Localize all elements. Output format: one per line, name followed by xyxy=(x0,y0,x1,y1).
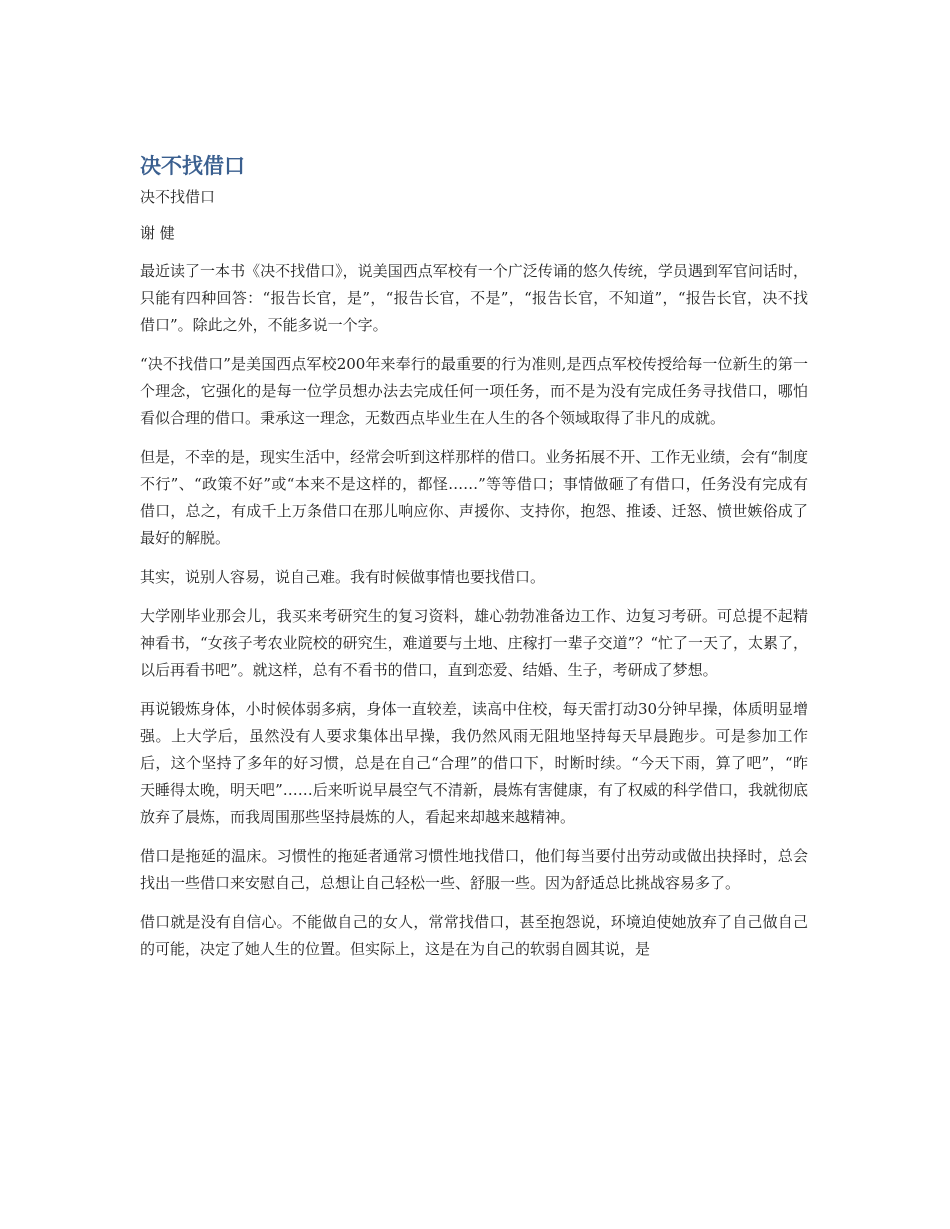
paragraph: 其实，说别人容易，说自己难。我有时候做事情也要找借口。 xyxy=(140,568,546,586)
paragraph: 但是，不幸的是，现实生活中，经常会听到这样那样的借口。业务拓展不开、工作无业绩，会有“制度不行”、“政策不好”或“本来不是这样的，都怪……”等等借口；事情做砸了有借口，任务没有完成有借口，总之，有成千上万条借口在那儿响应你、声援你、支持你，抱怨、推诿、迁怒、愤世嫉俗成了最好的解脱。 xyxy=(140,448,808,547)
document-subtitle: 决不找借口 xyxy=(140,188,216,206)
document-author: 谢 健 xyxy=(140,224,175,242)
paragraph: 最近读了一本书《决不找借口》，说美国西点军校有一个广泛传诵的悠久传统，学员遇到军官问话时，只能有四种回答：“报告长官，是”，“报告长官，不是”，“报告长官，不知道”，“报告长官，决不找借口”。除此之外，不能多说一个字。 xyxy=(140,262,808,334)
paragraph: 借口就是没有自信心。不能做自己的女人，常常找借口，甚至抱怨说，环境迫使她放弃了自己做自己的可能，决定了她人生的位置。但实际上，这是在为自己的软弱自圆其说，是 xyxy=(140,913,808,958)
paragraph: 大学刚毕业那会儿，我买来考研究生的复习资料，雄心勃勃准备边工作、边复习考研。可总提不起精神看书，“女孩子考农业院校的研究生，难道要与土地、庄稼打一辈子交道”？“忙了一天了，太累了，以后再看书吧”。就这样，总有不看书的借口，直到恋爱、结婚、生子，考研成了梦想。 xyxy=(140,607,809,679)
paragraph: “决不找借口”是美国西点军校200年来奉行的最重要的行为准则,是西点军校传授给每一位新生的第一个理念，它强化的是每一位学员想办法去完成任何一项任务，而不是为没有完成任务寻找借口，哪怕看似合理的借口。秉承这一理念，无数西点毕业生在人生的各个领域取得了非凡的成就。 xyxy=(140,355,808,427)
document-page xyxy=(140,150,808,963)
paragraph: 再说锻炼身体，小时候体弱多病，身体一直较差，读高中住校，每天雷打动30分钟早操，体质明显增强。上大学后，虽然没有人要求集体出早操，我仍然风雨无阻地坚持每天早晨跑步。可是参加工作后，这个坚持了多年的好习惯，总是在自己“合理”的借口下，时断时续。“今天下雨，算了吧”，“昨天睡得太晚，明天吧”……后来听说早晨空气不清新，晨炼有害健康，有了权威的科学借口，我就彻底放弃了晨炼，而我周围那些坚持晨炼的人，看起来却越来越精神。 xyxy=(140,700,808,826)
paragraph: 借口是拖延的温床。习惯性的拖延者通常习惯性地找借口，他们每当要付出劳动或做出抉择时，总会找出一些借口来安慰自己，总想让自己轻松一些、舒服一些。因为舒适总比挑战容易多了。 xyxy=(140,847,808,892)
document-title: 决不找借口 xyxy=(140,154,245,178)
